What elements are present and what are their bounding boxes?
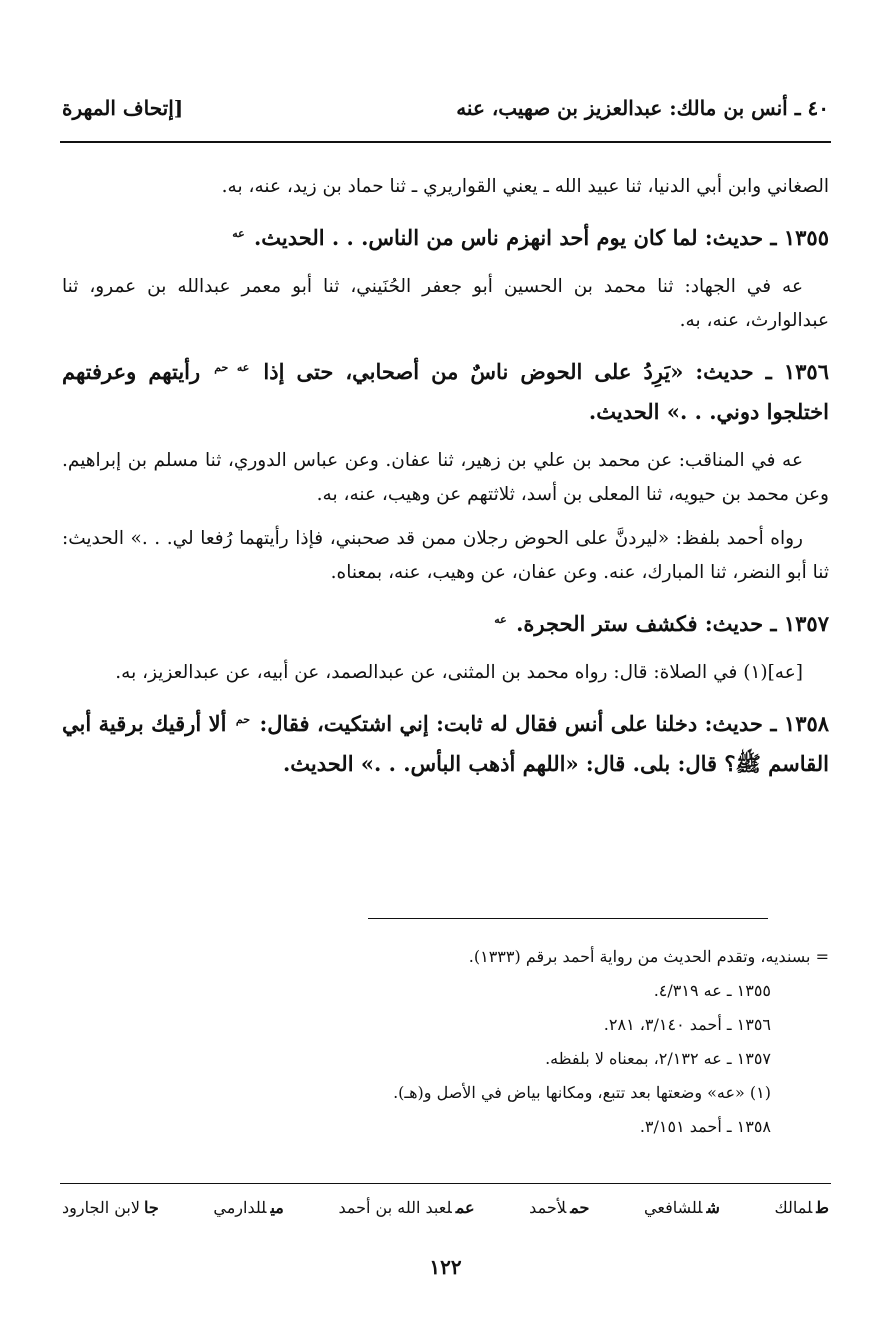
hadith-1355-title: ١٣٥٥ ـ حديث: لما كان يوم أحد انهزم ناس من الناس. . . الحديث. $^{عه}$ bbox=[232, 225, 829, 250]
legend-item: جالابن الجارود bbox=[62, 1198, 159, 1217]
hadith-1355-chain: عه في الجهاد: ثنا محمد بن الحسين أبو جعفر الحُنَيني، ثنا أبو معمر عبدالله بن عمرو، ثنا عبدالوارث، عنه، به. bbox=[62, 276, 829, 331]
hadith-1356-chain: عه في المناقب: عن محمد بن علي بن زهير، ثنا عفان. وعن عباس الدوري، ثنا مسلم بن إبراهيم. وعن محمد بن حيويه، ثنا المعلى بن أسد، ثلاثتهم عن وهيب، عنه، به. bbox=[62, 450, 829, 505]
running-header bbox=[62, 88, 829, 128]
footnote-1357: ١٣٥٧ ـ عه ٢/١٣٢، بمعناه لا بلفظه. bbox=[545, 1049, 771, 1068]
abbreviation-legend bbox=[62, 1198, 829, 1217]
source-symbol: حم bbox=[235, 713, 251, 726]
footnote-1356: ١٣٥٦ ـ أحمد ٣/١٤٠، ٢٨١. bbox=[603, 1015, 771, 1034]
legend-item: عملعبد الله بن أحمد bbox=[338, 1198, 475, 1217]
source-symbol: عه bbox=[232, 227, 245, 240]
header-chapter-title: ٤٠ ـ أنس بن مالك: عبدالعزيز بن صهيب، عنه bbox=[456, 96, 829, 120]
footnote-1: (١) «عه» وضعتها بعد تتبع، ومكانها بياض في الأصل و(هـ). bbox=[393, 1083, 771, 1102]
footnote-continued: = بسنديه، وتقدم الحديث من رواية أحمد برقم (١٣٣٣). bbox=[468, 947, 829, 966]
hadith-1356-title: ١٣٥٦ ـ حديث: «يَرِدُ على الحوض ناسٌ من أصحابي، حتى إذا $^{عه حم}$ رأيتهم وعرفتهم اختلجوا دوني. . .» الحديث. bbox=[62, 359, 829, 424]
header-divider bbox=[60, 141, 831, 143]
page-number: ١٢٢ bbox=[429, 1255, 462, 1279]
main-text bbox=[62, 170, 829, 796]
footer-divider bbox=[60, 1183, 831, 1184]
hadith-1358-title: ١٣٥٨ ـ حديث: دخلنا على أنس فقال له ثابت: إني اشتكيت، فقال: $^{حم}$ ألا أرقيك برقية أبي القاسم ﷺ؟ قال: بلى. قال: «اللهم أذهب البأس. . .» الحديث. bbox=[62, 711, 830, 776]
footnote-1358: ١٣٥٨ ـ أحمد ٣/١٥١. bbox=[639, 1117, 771, 1136]
footnote-divider bbox=[368, 918, 768, 919]
source-symbol: عه حم bbox=[214, 361, 250, 374]
header-book-title: [إتحاف المهرة bbox=[62, 96, 184, 120]
hadith-1357-title: ١٣٥٧ ـ حديث: فكشف ستر الحجرة. $^{عه}$ bbox=[494, 611, 829, 636]
legend-item: شللشافعي bbox=[644, 1198, 720, 1217]
hadith-1357-chain: [عه](١) في الصلاة: قال: رواه محمد بن المثنى، عن عبدالصمد، عن أبيه، عن عبدالعزيز، به. bbox=[115, 662, 803, 683]
footnotes bbox=[70, 940, 829, 1144]
footnote-1355: ١٣٥٥ ـ عه ٤/٣١٩. bbox=[653, 981, 771, 1000]
source-symbol: عه bbox=[494, 613, 507, 626]
hadith-1356-ahmad: رواه أحمد بلفظ: «ليردنَّ على الحوض رجلان ممن قد صحبني، فإذا رأيتهما رُفعا لي. . .» الحديث: ثنا أبو النضر، ثنا المبارك، عنه. وعن عفان، عن وهيب، عنه، بمعناه. bbox=[62, 528, 829, 583]
legend-item: حملأحمد bbox=[529, 1198, 590, 1217]
intro-line: الصغاني وابن أبي الدنيا، ثنا عبيد الله ـ يعني القواريري ـ ثنا حماد بن زيد، عنه، به. bbox=[221, 176, 829, 197]
legend-item: ميللدارمي bbox=[213, 1198, 284, 1217]
legend-item: طلمالك bbox=[774, 1198, 829, 1217]
